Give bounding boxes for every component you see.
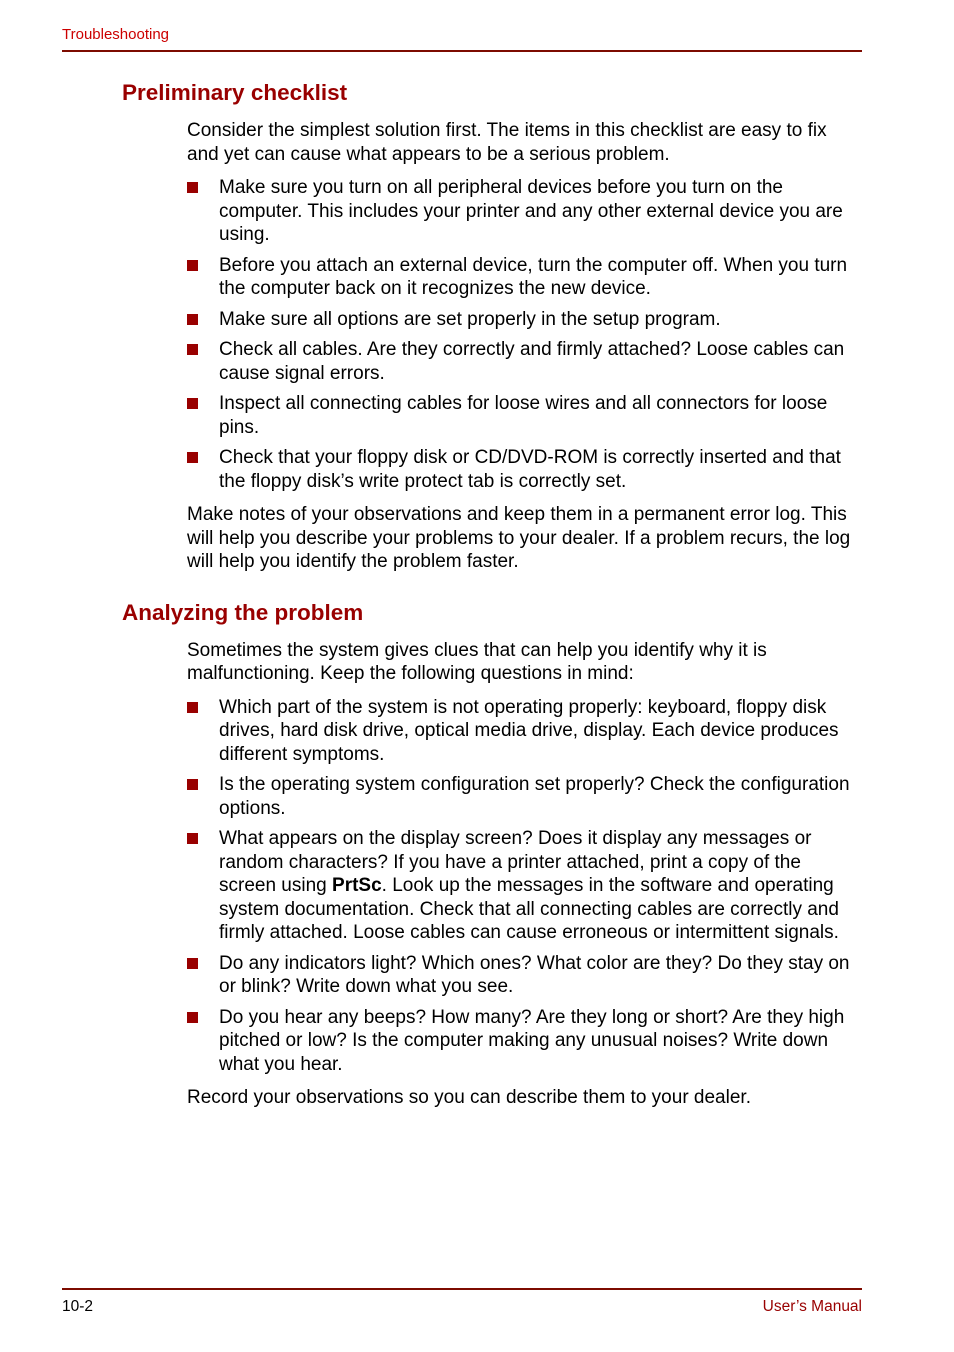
list-item xyxy=(187,338,862,385)
list-item-text: Check all cables. Are they correctly and firmly attached? Loose cables can cause signal errors. xyxy=(219,339,845,384)
section-body xyxy=(187,639,862,1110)
prtsc-key-label: PrtSc xyxy=(332,875,382,896)
list-item xyxy=(187,827,862,945)
list-item xyxy=(187,176,862,247)
list-item-text: Which part of the system is not operating properly: keyboard, floppy disk drives, hard disk drive, optical media drive, display. Each device produces different symptoms. xyxy=(219,696,839,765)
section-body xyxy=(187,119,862,574)
section-heading: Analyzing the problem xyxy=(122,599,364,625)
bullet-square-icon xyxy=(187,182,198,193)
list-item-text-before: What appears on the display screen? Does it display any messages or random characters? If you have a printer attached, print a copy of the screen using xyxy=(219,828,812,896)
footer-row xyxy=(62,1298,862,1316)
list-item xyxy=(187,1006,862,1077)
list-item-text: Do any indicators light? Which ones? What color are they? Do they stay on or blink? Write down what you see. xyxy=(219,952,850,997)
list-item-text: Make sure you turn on all peripheral devices before you turn on the computer. This includes your printer and any other external device you are using. xyxy=(219,177,843,245)
header-chapter-title: Troubleshooting xyxy=(62,26,170,43)
list-item xyxy=(187,254,862,301)
list-item xyxy=(187,952,862,999)
page-content xyxy=(122,80,862,1120)
list-item-text: Before you attach an external device, turn the computer off. When you turn the computer back on it recognizes the new device. xyxy=(219,254,848,299)
footer-rule xyxy=(62,1288,862,1290)
list-item-text: Do you hear any beeps? How many? Are they long or short? Are they high pitched or low? Is the computer making any unusual noises? Write down what you hear. xyxy=(219,1006,845,1075)
list-item xyxy=(187,696,862,767)
list-item-text: Inspect all connecting cables for loose wires and all connectors for loose pins. xyxy=(219,393,828,438)
question-list xyxy=(187,696,862,1077)
page-header xyxy=(62,26,862,52)
paragraph: Sometimes the system gives clues that can help you identify why it is malfunctioning. Keep the following questions in mind: xyxy=(187,639,767,684)
list-item-text: Is the operating system configuration set properly? Check the configuration options. xyxy=(219,774,850,819)
bullet-square-icon xyxy=(187,702,198,713)
bullet-square-icon xyxy=(187,398,198,409)
page-footer xyxy=(62,1288,862,1316)
checklist xyxy=(187,176,862,493)
list-item-text: Make sure all options are set properly in the setup program. xyxy=(219,308,721,330)
manual-title: User’s Manual xyxy=(762,1298,862,1315)
section-preliminary-checklist xyxy=(122,80,862,574)
list-item xyxy=(187,308,862,332)
bullet-square-icon xyxy=(187,314,198,325)
page-number: 10-2 xyxy=(62,1298,94,1315)
list-item-text: Check that your floppy disk or CD/DVD-ROM is correctly inserted and that the floppy disk’s write protect tab is correctly set. xyxy=(219,447,841,492)
bullet-square-icon xyxy=(187,344,198,355)
section-analyzing-the-problem xyxy=(122,600,862,1110)
list-item-text xyxy=(219,827,862,945)
paragraph: Make notes of your observations and keep them in a permanent error log. This will help you describe your problems to your dealer. If a problem recurs, the log will help you identify the problem faster. xyxy=(187,504,851,572)
section-heading: Preliminary checklist xyxy=(122,80,348,105)
bullet-square-icon xyxy=(187,1012,198,1023)
bullet-square-icon xyxy=(187,779,198,790)
paragraph: Consider the simplest solution first. The items in this checklist are easy to fix and yet can cause what appears to be a serious problem. xyxy=(187,120,827,165)
list-item xyxy=(187,392,862,439)
paragraph: Record your observations so you can describe them to your dealer. xyxy=(187,1087,751,1108)
bullet-square-icon xyxy=(187,833,198,844)
list-item xyxy=(187,773,862,820)
bullet-square-icon xyxy=(187,452,198,463)
list-item xyxy=(187,446,862,493)
bullet-square-icon xyxy=(187,260,198,271)
list-item-text-after: . Look up the messages in the software and operating system documentation. Check that all connecting cables are correctly and firmly attached. Loose cables can cause erroneous or intermittent signals. xyxy=(219,875,839,943)
header-rule xyxy=(62,50,862,52)
bullet-square-icon xyxy=(187,958,198,969)
